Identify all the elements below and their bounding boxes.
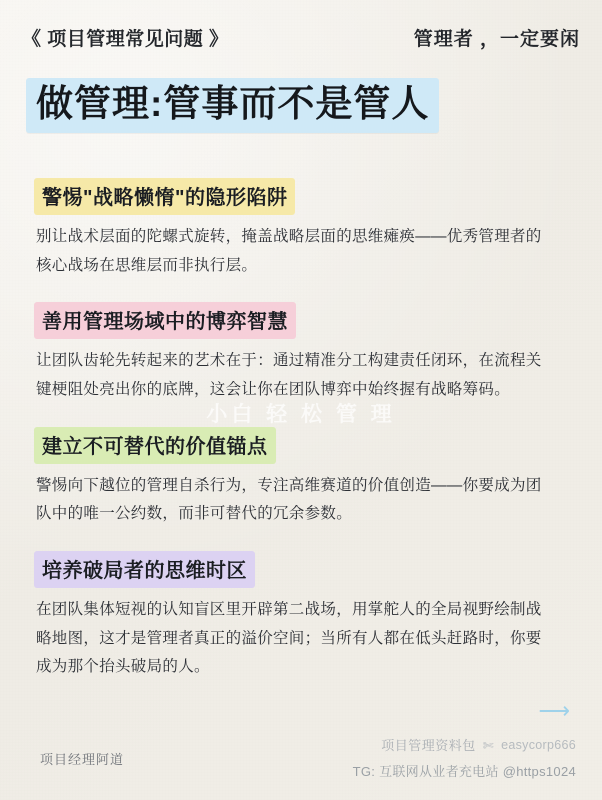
section-body: 让团队齿轮先转起来的艺术在于：通过精准分工构建责任闭环，在流程关键梗阻处亮出你的底牌，这会让你在团队博弈中始终握有战略筹码。: [36, 352, 542, 399]
footer-telegram-label: TG: 互联网从业者充电站 @https1024: [352, 764, 576, 779]
footer-promo-text: 项目管理资料包: [381, 738, 476, 753]
section-body: 别让战术层面的陀螺式旋转，掩盖战略层面的思维瘫痪——优秀管理者的核心战场在思维层而非执行层。: [36, 228, 542, 274]
section-heading: 建立不可替代的价值锚点: [34, 427, 276, 464]
section-body: 警惕向下越位的管理自杀行为，专注高维赛道的价值创造——你要成为团队中的唯一公约数，而非可替代的冗余参数。: [36, 476, 542, 523]
header-topic-label: 《 项目管理常见问题 》: [22, 29, 229, 50]
scissors-icon: ✄: [482, 737, 495, 753]
arrow-right-icon: ⟶: [538, 698, 570, 723]
section-item: [34, 551, 572, 682]
footer-brand: easycorp666: [501, 737, 576, 752]
section-item: [34, 178, 572, 280]
section-item: [34, 302, 572, 404]
section-heading: 警惕"战略懒惰"的隐形陷阱: [34, 178, 295, 215]
footer-promo-line1: [353, 735, 576, 754]
author-credit: 项目经理阿道: [40, 752, 125, 767]
watermark: 小白 轻 松 管 理: [206, 403, 396, 426]
section-heading: 培养破局者的思维时区: [34, 551, 255, 588]
section-list: [34, 178, 572, 704]
header: [22, 24, 580, 51]
page-title-text: 做管理:管事而不是管人: [26, 78, 439, 133]
header-tagline: 管理者 ，一定要闲: [413, 29, 580, 50]
footer-promo: [353, 735, 576, 780]
section-heading: 善用管理场域中的博弈智慧: [34, 302, 296, 339]
section-item: [34, 427, 572, 529]
section-body: 在团队集体短视的认知盲区里开辟第二战场，用掌舵人的全局视野绘制战略地图，这才是管理者真正的溢价空间；当所有人都在低头赶路时，你要成为那个抬头破局的人。: [36, 601, 542, 676]
page-title: [26, 78, 439, 133]
